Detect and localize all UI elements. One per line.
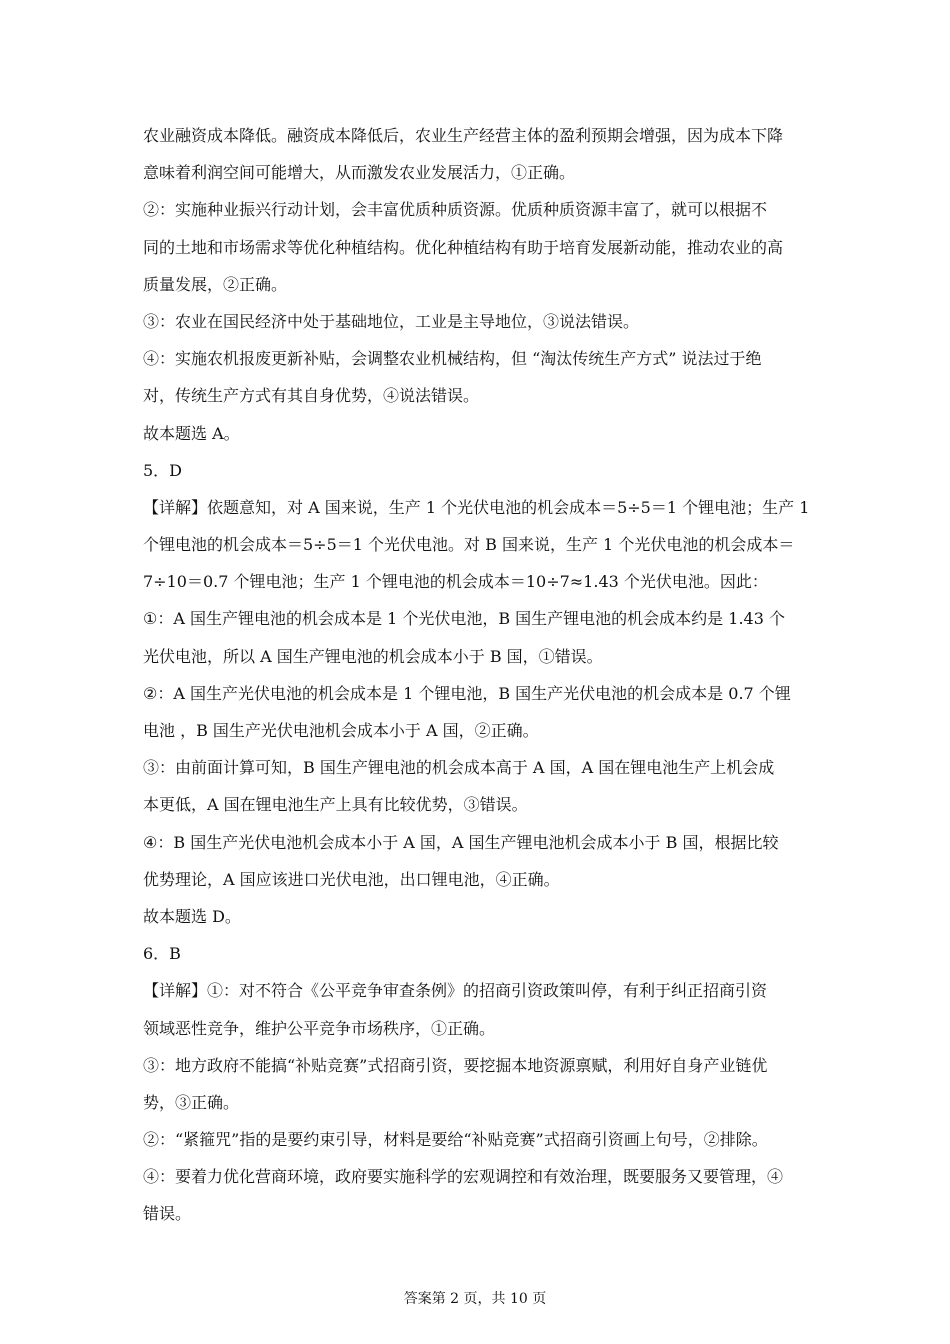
text-line: ②：实施种业振兴行动计划，会丰富优质种质资源。优质种质资源丰富了，就可以根据不 bbox=[143, 200, 768, 220]
text-line: 同的土地和市场需求等优化种植结构。优化种植结构有助于培育发展新动能，推动农业的高 bbox=[143, 237, 784, 257]
text-line: ③：农业在国民经济中处于基础地位，工业是主导地位，③说法错误。 bbox=[143, 311, 640, 331]
conclusion-line: 故本题选 A。 bbox=[143, 423, 240, 443]
text-line: 优势理论，A 国应该进口光伏电池，出口锂电池，④正确。 bbox=[143, 869, 560, 889]
answer-body bbox=[143, 117, 813, 1233]
text-line: ③：地方政府不能搞“补贴竞赛”式招商引资，要挖掘本地资源禀赋，利用好自身产业链优 bbox=[143, 1055, 768, 1075]
text-line: 电池 ，B 国生产光伏电池机会成本小于 A 国，②正确。 bbox=[143, 721, 539, 740]
text-line: 意味着利润空间可能增大，从而激发农业发展活力，①正确。 bbox=[143, 163, 576, 183]
text-line: 光伏电池，所以 A 国生产锂电池的机会成本小于 B 国，①错误。 bbox=[143, 646, 603, 666]
text-line: 领域恶性竞争，维护公平竞争市场秩序，①正确。 bbox=[143, 1018, 496, 1038]
text-line: 农业融资成本降低。融资成本降低后，农业生产经营主体的盈利预期会增强，因为成本下降 bbox=[143, 126, 784, 145]
text-line: ③：由前面计算可知，B 国生产锂电池的机会成本高于 A 国，A 国在锂电池生产上机会成 bbox=[143, 758, 775, 778]
text-line: ④：要着力优化营商环境，政府要实施科学的宏观调控和有效治理，既要服务又要管理，④ bbox=[143, 1167, 784, 1187]
text-line: 本更低，A 国在锂电池生产上具有比较优势，③错误。 bbox=[143, 795, 528, 815]
text-line: 【详解】①：对不符合《公平竞争审查条例》的招商引资政策叫停，有利于纠正招商引资 bbox=[143, 981, 768, 1001]
text-line: 个锂电池的机会成本＝5÷5＝1 个光伏电池。对 B 国来说，生产 1 个光伏电池的机会成本＝ bbox=[143, 535, 795, 555]
text-line: ①：A 国生产锂电池的机会成本是 1 个光伏电池，B 国生产锂电池的机会成本约是 1.43 个 bbox=[143, 609, 785, 629]
text-line: 错误。 bbox=[143, 1204, 192, 1224]
text-line: 7÷10＝0.7 个锂电池；生产 1 个锂电池的机会成本＝10÷7≈1.43 个光伏电池。因此： bbox=[143, 572, 768, 592]
conclusion-line: 故本题选 D。 bbox=[143, 906, 241, 926]
text-line: ④：B 国生产光伏电池机会成本小于 A 国，A 国生产锂电池机会成本小于 B 国，根据比较 bbox=[143, 832, 779, 852]
text-line: 质量发展，②正确。 bbox=[143, 274, 288, 294]
text-line: 对，传统生产方式有其自身优势，④说法错误。 bbox=[143, 386, 480, 406]
page-footer: 答案第 2 页，共 10 页 bbox=[403, 1291, 547, 1307]
text-line: 【详解】依题意知，对 A 国来说，生产 1 个光伏电池的机会成本＝5÷5＝1 个锂电池；生产 1 bbox=[143, 497, 810, 517]
text-line: ②：A 国生产光伏电池的机会成本是 1 个锂电池，B 国生产光伏电池的机会成本是 0.7 个锂 bbox=[143, 683, 791, 703]
text-line: 势，③正确。 bbox=[143, 1092, 240, 1112]
question-number: 6．B bbox=[143, 944, 181, 964]
text-line: ④：实施农机报废更新补贴，会调整农业机械结构，但 “淘汰传统生产方式” 说法过于绝 bbox=[143, 349, 762, 369]
question-number: 5．D bbox=[143, 460, 183, 480]
text-line: ②：“紧箍咒”指的是要约束引导，材料是要给“补贴竞赛”式招商引资画上句号，②排除。 bbox=[143, 1130, 768, 1150]
